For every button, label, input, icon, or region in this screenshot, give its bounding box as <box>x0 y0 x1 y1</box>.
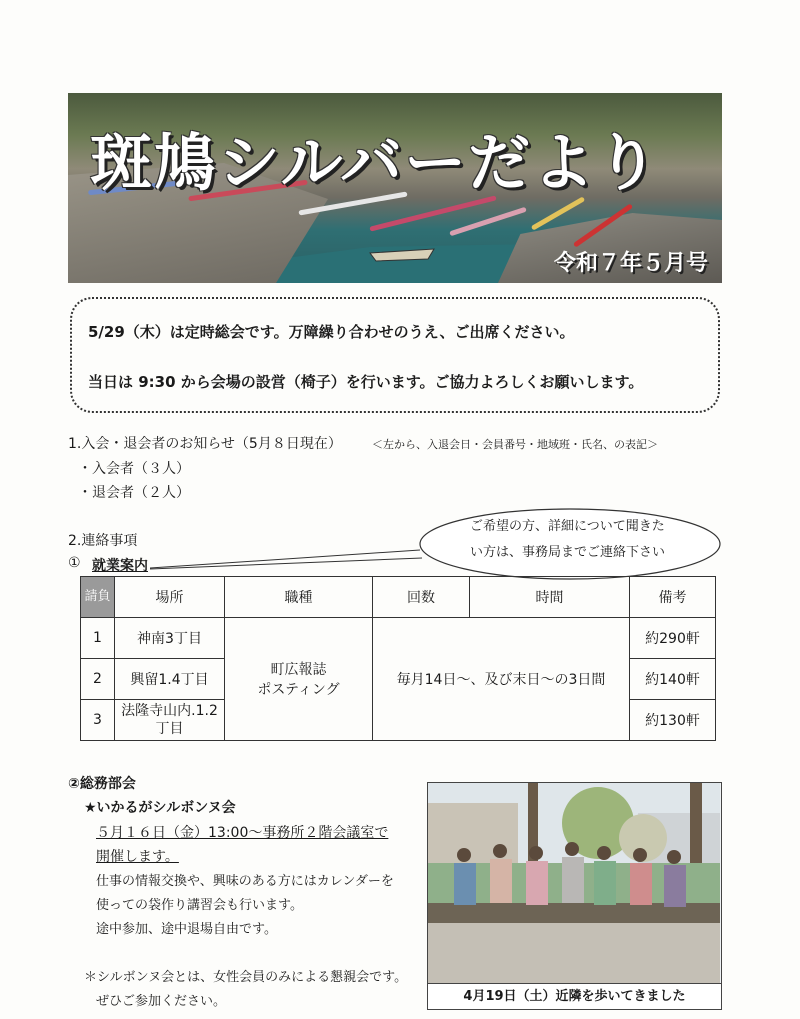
subsection-number: ① <box>68 555 81 571</box>
row-number: 1 <box>81 618 115 659</box>
general-affairs-heading: ②総務部会 <box>68 776 136 792</box>
header-job-type: 職種 <box>225 577 373 618</box>
row-number: 2 <box>81 659 115 700</box>
event-desc-line: 使っての袋作り講習会も行います。 <box>96 898 303 913</box>
notice-line-1: 5/29（木）は定時総会です。万障繰り合わせのうえ、ご出席ください。 <box>88 323 575 341</box>
group-photo-illustration <box>428 783 720 983</box>
subsection-title: 就業案内 <box>92 558 148 574</box>
event-title: ★いかるがシルボンヌ会 <box>84 800 236 816</box>
event-note-line: ぜひご参加ください。 <box>96 994 227 1009</box>
header-banner <box>68 93 722 283</box>
section2-heading: 2.連絡事項 <box>68 533 138 549</box>
row-place: 興留1.4丁目 <box>115 659 225 700</box>
row-remarks: 約290軒 <box>630 618 716 659</box>
event-date-line-2: 開催します。 <box>96 849 179 865</box>
schedule-cell: 毎月14日～、及び末日～の3日間 <box>373 618 630 741</box>
issue-label: 令和７年５月号 <box>553 251 708 276</box>
joined-count: ・入会者（３人） <box>78 461 190 477</box>
header-time: 時間 <box>470 577 630 618</box>
row-place: 法隆寺山内.1.2丁目 <box>115 700 225 741</box>
row-place: 神南3丁目 <box>115 618 225 659</box>
job-type-cell: 町広報誌 ポスティング <box>225 618 373 741</box>
row-number: 3 <box>81 700 115 741</box>
notice-box <box>70 297 720 413</box>
photo-caption: 4月19日（土）近隣を歩いてきました <box>428 983 721 1009</box>
header-place: 場所 <box>115 577 225 618</box>
header-contract: 請負 <box>81 577 115 618</box>
section1-heading: 1.入会・退会者のお知らせ（5月８日現在） <box>68 436 342 452</box>
callout-pointer <box>150 548 440 572</box>
newsletter-title: 斑鳩シルバーだより <box>90 126 661 199</box>
event-desc-line: 仕事の情報交換や、興味のある方にはカレンダーを <box>96 874 394 889</box>
row-remarks: 約140軒 <box>630 659 716 700</box>
header-frequency: 回数 <box>373 577 470 618</box>
left-count: ・退会者（２人） <box>78 485 190 501</box>
notice-line-2: 当日は 9:30 から会場の設営（椅子）を行います。ご協力よろしくお願いします。 <box>88 373 644 391</box>
section1-note: ＜左から、入退会日・会員番号・地域班・氏名、の表記＞ <box>372 438 658 451</box>
table-header-row <box>81 577 716 618</box>
table-row <box>81 618 716 659</box>
callout-text: ご希望の方、詳細について聞きた い方は、事務局までご連絡下さい <box>470 519 666 560</box>
koinobori-streamer <box>449 207 527 236</box>
group-photo <box>427 782 722 1010</box>
job-table <box>80 576 716 741</box>
row-remarks: 約130軒 <box>630 700 716 741</box>
boat-icon <box>368 245 438 263</box>
event-date-line: ５月１６日（金）13:00～事務所２階会議室で <box>96 825 389 841</box>
header-remarks: 備考 <box>630 577 716 618</box>
event-desc-line: 途中参加、途中退場自由です。 <box>96 922 277 937</box>
event-note-line: ＊シルボンヌ会とは、女性会員のみによる懇親会です。 <box>84 970 408 985</box>
